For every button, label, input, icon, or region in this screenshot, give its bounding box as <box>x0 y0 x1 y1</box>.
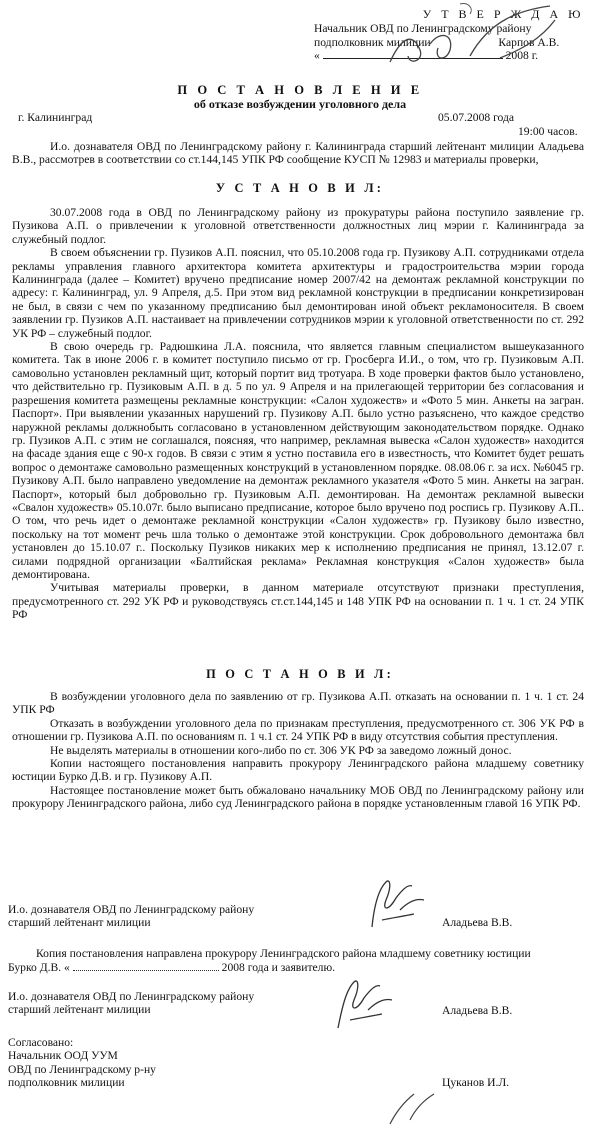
resolved-section <box>12 690 584 811</box>
signature1-signature-icon <box>352 872 442 934</box>
document-title: П О С Т А Н О В Л Е Н И Е <box>177 83 423 97</box>
agreed-position2: ОВД по Ленинградскому р-ну <box>8 1062 156 1076</box>
approval-signature-icon <box>350 0 580 78</box>
signature1-name: Аладьева В.В. <box>442 916 513 929</box>
agreed-block <box>8 1036 156 1090</box>
established-section <box>12 206 584 622</box>
established-paragraph-3: В свою очередь гр. Радюшкина Л.А. пояснила, что является главным специалистом вышеуказанного комитета. Так в июне 2006 г. в комитет поступило письмо от гр. Гросберга И.И., о том, что гр. Пузиковым А.П. самовольно установлен рекламный щит, который портит вид тротуара. В ходе проверки фактов было установлено, что действительно гр. Пузиковым А.П. в д. 5 по ул. 9 Апреля и на прилегающей территории без согласования и разрешения комитета размещены рекламные конструкции: «Салон художеств» и «Фото 5 мин. Анкеты на загран. Паспорт». При выявлении указанных нарушений гр. Пузикову А.П. было устно разъяснено, что каждое средство наружной рекламы должнобыть согласовано в установленном действующим законодательством порядке. Однако гр. Пузиков А.П. с этим не соглашался, поясняя, что например, рекламная вывеска «Салон художеств» находится на фасаде здания еще с 90-х годов. В связи с этим я устно поставила его в известность, что Комитет будет решать вопрос о демонтаже самовольно размещенных конструкций в установленном порядке. 08.08.06 г. за исх. №6045 гр. Пузикову А.П. было направлено уведомление на демонтаж рекламного указателя «Фото 5 мин. Анкеты на загран. Паспорт», который был добровольно гр. Пузиковым А.П. демонтирован. На демонтаж рекламной вывески «Свалон художеств» 05.10.07г. было выписано предписание, которое было вручено под роспись гр. Пузикову А.П.. О том, что речь идет о демонтаже рекламной конструкции «Салон художеств» гр. Пузикову было известно, поскольку на тот момент речь шла только о демонтаже этой конструкции. Срок добровольного демонтажа бвл установлен до 15.10.07 г.. Поскольку Пузиков никаких мер к исполнению предписания не принял, 13.12.07 г. силами подрядной организации «Балтийская реклама» Рекламная конструкция «Салон художеств» была демонтирована. <box>12 340 584 581</box>
approval-position: Начальник ОВД по Ленинградскому району <box>314 22 532 36</box>
city: г. Калининград <box>18 111 93 124</box>
intro-paragraph <box>12 140 584 167</box>
document-date: 05.07.2008 года <box>438 111 515 124</box>
established-paragraph-2: В своем объяснении гр. Пузиков А.П. пояснил, что 05.10.2008 года гр. Пузикову А.П. сотрудниками отдела рекламы управления главного архитектора комитета архитектуры и градостроительства мэрии города Калининграда (далее – Комитет) вручено предписание номер 2007/42 на демонтаж рекламной конструкции по адресу: г. Калининград, ул. 9 Апреля, д.5. При этом вид рекламной конструкции в предписании конкретизирован не был, в связи с чем по указанному предписанию был демонтирован иной объект рекламоносителя. В своем заявлении гр. Пузиков А.П. настаивает на привлечении сотрудников мэрии к уголовной ответственности по ст. 292 УК РФ – служебный подлог. <box>12 246 584 340</box>
resolved-item-5: Настоящее постановление может быть обжаловано начальнику МОБ ОВД по Ленинградскому району или прокурору Ленинградского района, либо суд Ленинградского района в порядке установленным главой 16 УПК РФ. <box>12 783 584 811</box>
agreed-rank: подполковник милиции <box>8 1076 125 1090</box>
signature1-rank: старший лейтенант милиции <box>8 916 151 930</box>
resolved-heading: П О С Т А Н О В И Л: <box>206 667 394 681</box>
approval-year: 2008 г. <box>505 49 539 63</box>
resolved-item-3: Не выделять материалы в отношении кого-либо по ст. 306 УК РФ за заведомо ложный донос. <box>50 743 512 757</box>
intro-text: И.о. дознавателя ОВД по Ленинградскому району г. Калининграда старший лейтенант милиции Аладьева В.В., рассмотрев в соответствии со ст.144,145 УПК РФ сообщение КУСП № 12983 и материалы проверки, <box>12 140 584 167</box>
agreed-signature-icon <box>380 1060 450 1130</box>
copy-note-line1: Копия постановления направлена прокурору Ленинградского района младшему советнику юстиции <box>36 947 531 960</box>
resolved-item-1: В возбуждении уголовного дела по заявлению от гр. Пузикова А.П. отказать на основании п. 1 ч. 1 ст. 24 УПК РФ <box>12 690 584 717</box>
document-subtitle: об отказе возбуждении уголовного дела <box>193 97 407 111</box>
signature2-rank: старший лейтенант милиции <box>8 1003 151 1017</box>
signature2-block <box>8 990 254 1017</box>
approval-heading: У Т В Е Р Ж Д А Ю <box>422 7 584 21</box>
signature2-signature-icon <box>324 970 414 1034</box>
copy-note-recipient: Бурко Д.В. « <box>8 961 70 974</box>
agreed-label: Согласовано: <box>8 1036 74 1049</box>
approval-name: Карпов А.В. <box>498 35 560 49</box>
copy-note-line2 <box>8 961 335 974</box>
established-paragraph-4: Учитывая материалы проверки, в данном материале отсутствуют признаки преступления, предусмотренного ст. 292 УК РФ и руководствуясь ст.ст.144,145 и 148 УПК РФ на основании п. 1 ч. 1 ст. 24 УПК РФ <box>12 581 584 622</box>
signature2-name: Аладьева В.В. <box>442 1004 513 1017</box>
resolved-item-2: Отказать в возбуждении уголовного дела по признакам преступления, предусмотренного ст. 306 УК РФ в отношении гр. Пузикова А.П. по основаниям п. 1 ч.1 ст. 24 УПК РФ в виду отсутствия события преступления. <box>12 716 584 744</box>
signature1-position: И.о. дознавателя ОВД по Ленинградскому району <box>8 903 255 916</box>
signature2-position: И.о. дознавателя ОВД по Ленинградскому району <box>8 990 255 1003</box>
resolved-item-4: Копии настоящего постановления направить прокурору Ленинградского района младшему советнику юстиции Бурко Д.В. и гр. Пузикову А.П. <box>12 757 584 784</box>
signature1-block <box>8 903 254 930</box>
agreed-name: Цуканов И.Л. <box>442 1076 510 1089</box>
copy-note-end: 2008 года и заявителю. <box>221 961 336 974</box>
approval-rank: подполковник милиции <box>314 35 431 49</box>
agreed-position1: Начальник ООД УУМ <box>8 1049 118 1063</box>
established-heading: У С Т А Н О В И Л: <box>215 181 385 195</box>
document-time: 19:00 часов. <box>518 125 578 138</box>
established-paragraph-1: 30.07.2008 года в ОВД по Ленинградскому району из прокуратуры района поступило заявление гр. Пузикова А.П. о привлечении к уголовной ответственности должностных лиц мэрии г. Калининграда за служебный подлог. <box>12 206 584 246</box>
approval-date-quote: « <box>314 49 320 63</box>
